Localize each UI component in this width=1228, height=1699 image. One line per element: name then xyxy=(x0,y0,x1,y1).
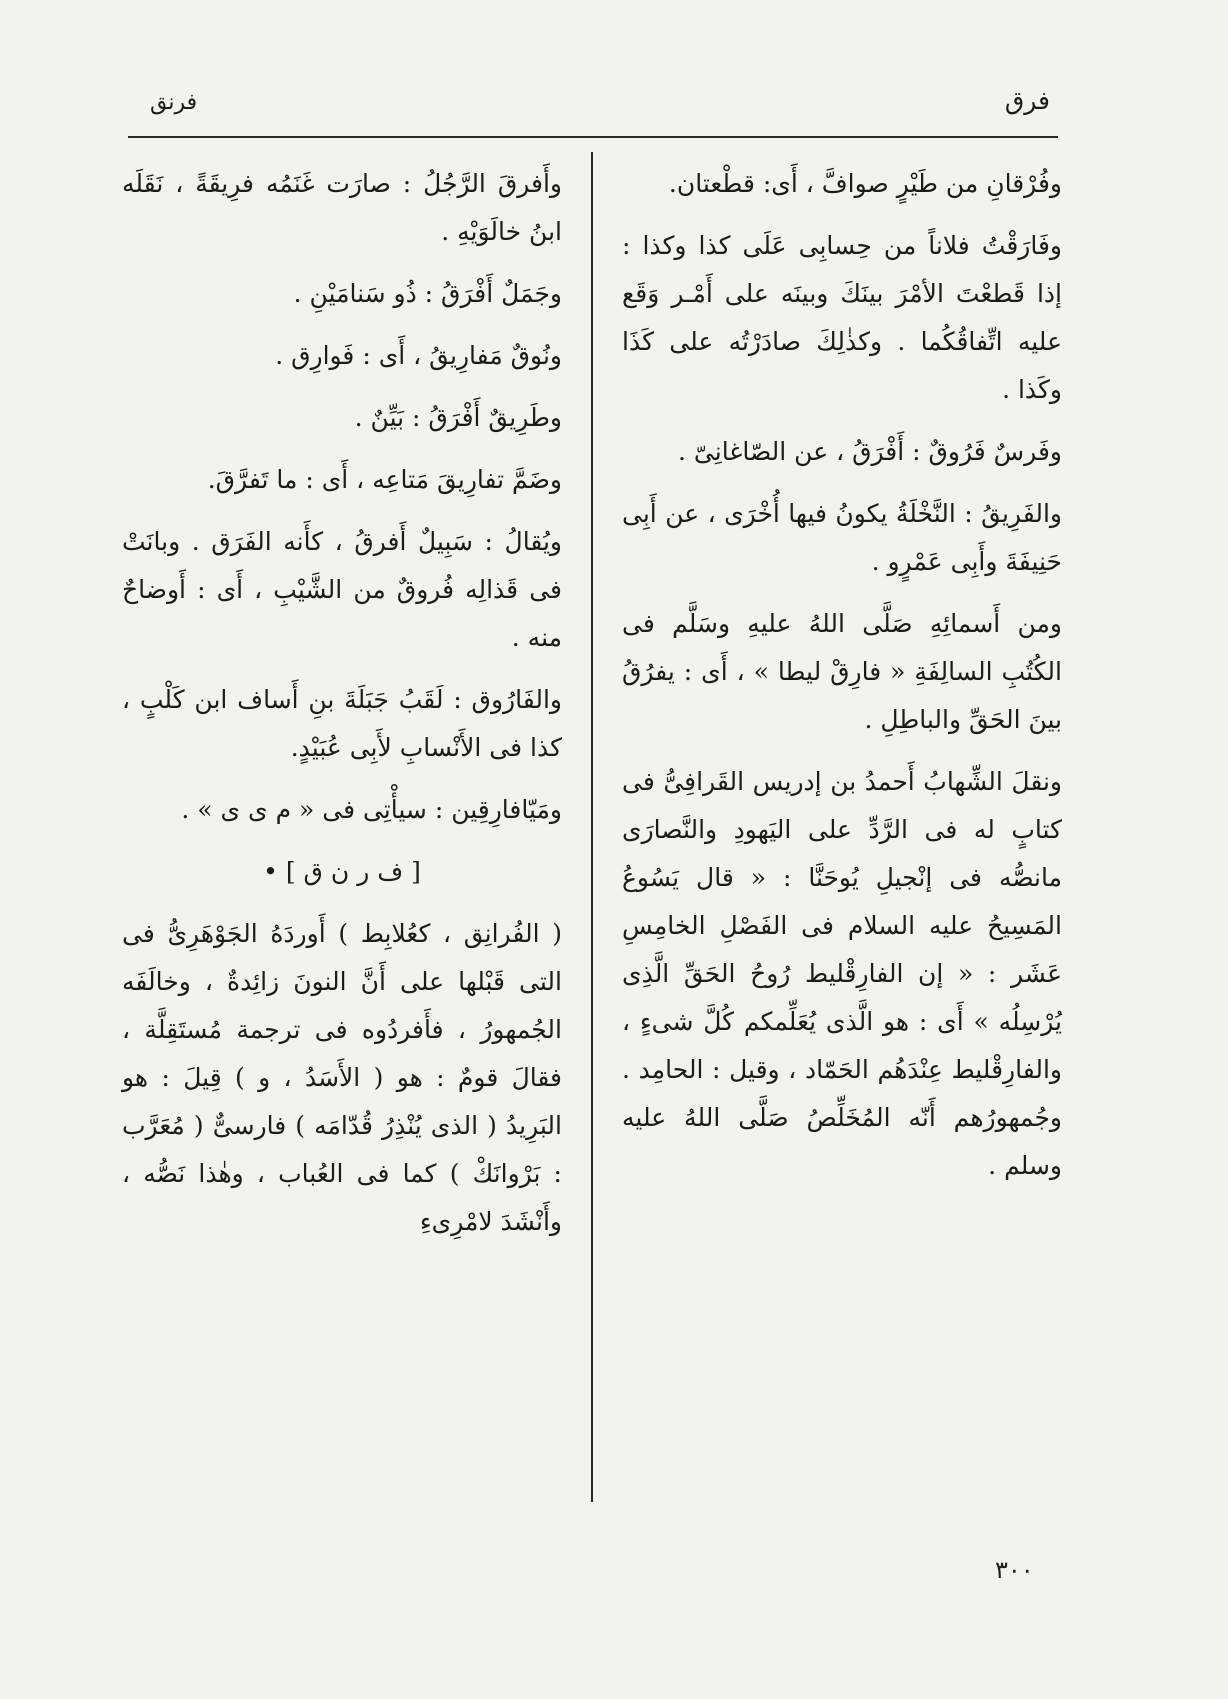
column-divider xyxy=(591,152,593,1502)
running-header-right: فرق xyxy=(1004,86,1050,115)
entry-paragraph: ونُوقٌ مَفارِيقُ ، أَى : فَوارِق . xyxy=(275,341,562,370)
entry-paragraph: وفُرْقانِ من طَيْرٍ صوافَّ ، أَى: قطْعتان. xyxy=(668,169,1062,198)
entry-paragraph: والفَرِيقُ : النَّخْلَةُ يكونُ فيها أُخْرَى ، عن أَبِى حَنِيفَةَ وأَبِى عَمْرٍو . xyxy=(622,499,1062,576)
page-number: ٣٠٠ xyxy=(995,1556,1034,1584)
entry-paragraph: ( الفُرانِق ، كعُلابِط ) أَوردَهُ الجَوْهَرِىُّ فى التى قَبْلها على أَنَّ النونَ زائِدةٌ ، وخالَفَه الجُمهورُ ، فأَفردُوه فى ترجمة مُستَقِلَّة ، فقالَ قومٌ : هو ( الأَسَدُ ، و ) قِيلَ : هو البَرِيدُ ( الذى يُنْذِرُ قُدّامَه ) فارسىٌّ ( مُعَرَّب : بَرْوانَكْ ) كما فى العُباب ، وهٰذا نَصُّه ، وأَنْشَدَ لامْرِىءِ xyxy=(122,919,562,1236)
header-rule xyxy=(128,136,1058,138)
entry-paragraph: وضَمَّ تفارِيقَ مَتاعِه ، أَى : ما تَفرَّقَ. xyxy=(207,465,562,494)
left-column xyxy=(122,160,562,1260)
section-heading: [ ف ر ن ق ] • xyxy=(263,857,421,886)
entry-paragraph: وأَفرقَ الرَّجُلُ : صارَت غَنَمُه فرِيقَةً ، نَقَلَه ابنُ خالَوَيْهِ . xyxy=(122,169,562,246)
entry-paragraph: وفَرسٌ فَرُوقٌ : أَفْرَقُ ، عن الصّاغانِىّ . xyxy=(678,437,1062,466)
entry-paragraph: ومَيّافارِقِين : سيأْتِى فى « م ى ى » . xyxy=(181,795,562,824)
entry-paragraph: والفَارُوق : لَقَبُ جَبَلَةَ بنِ أَساف ابن كَلْبٍ ، كذا فى الأَنْسابِ لأَبِى عُبَيْدٍ. xyxy=(122,685,562,762)
entry-paragraph: وطَرِيقٌ أَفْرَقُ : بَيِّنٌ . xyxy=(354,403,562,432)
entry-paragraph: ويُقالُ : سَبِيلٌ أَفرقُ ، كأَنه الفَرَق . وبانَتْ فى قَذالِه فُروقٌ من الشَّيْبِ ، أَى : أَوضاحٌ منه . xyxy=(122,527,562,652)
entry-paragraph: ومن أَسمائِهِ صَلَّى اللهُ عليهِ وسَلَّم فى الكُتُبِ السالِفَةِ « فارِقْ ليطا » ، أَى : يفرُقُ بينَ الحَقِّ والباطِلِ . xyxy=(622,609,1062,734)
right-column xyxy=(622,160,1062,1204)
entry-paragraph: وفَارَقْتُ فلاناً من حِسابِى عَلَى كذا وكذا : إذا قَطعْتَ الأمْرَ بينَكَ وبينَه على أَمْـر وَقَع عليه اتِّفاقُكُما . وكذٰلِكَ صادَرْتُه على كَذَا وكَذا . xyxy=(622,231,1062,404)
entry-paragraph: ونقلَ الشِّهابُ أَحمدُ بن إدريس القَرافِىُّ فى كتابٍ له فى الرَّدِّ على اليَهودِ والنَّصارَى مانصُّه فى إنْجيلِ يُوحَنَّا : « قال يَسُوعُ المَسِيحُ عليه السلام فى الفَصْلِ الخامِسِ عَشَر : « إن الفارِقْليط رُوحُ الحَقِّ الَّذِى يُرْسِلُه » أَى : هو الَّذى يُعَلِّمكم كُلَّ شىءٍ ، والفارِقْليط عِنْدَهُم الحَمّاد ، وقيل : الحامِد . وجُمهورُهم أَنّه المُخَلِّصُ صَلَّى اللهُ عليه وسلم . xyxy=(622,767,1062,1180)
running-header-left: فرنق xyxy=(150,90,198,115)
entry-paragraph: وجَمَلٌ أَفْرَقُ : ذُو سَنامَيْنِ . xyxy=(293,279,562,308)
